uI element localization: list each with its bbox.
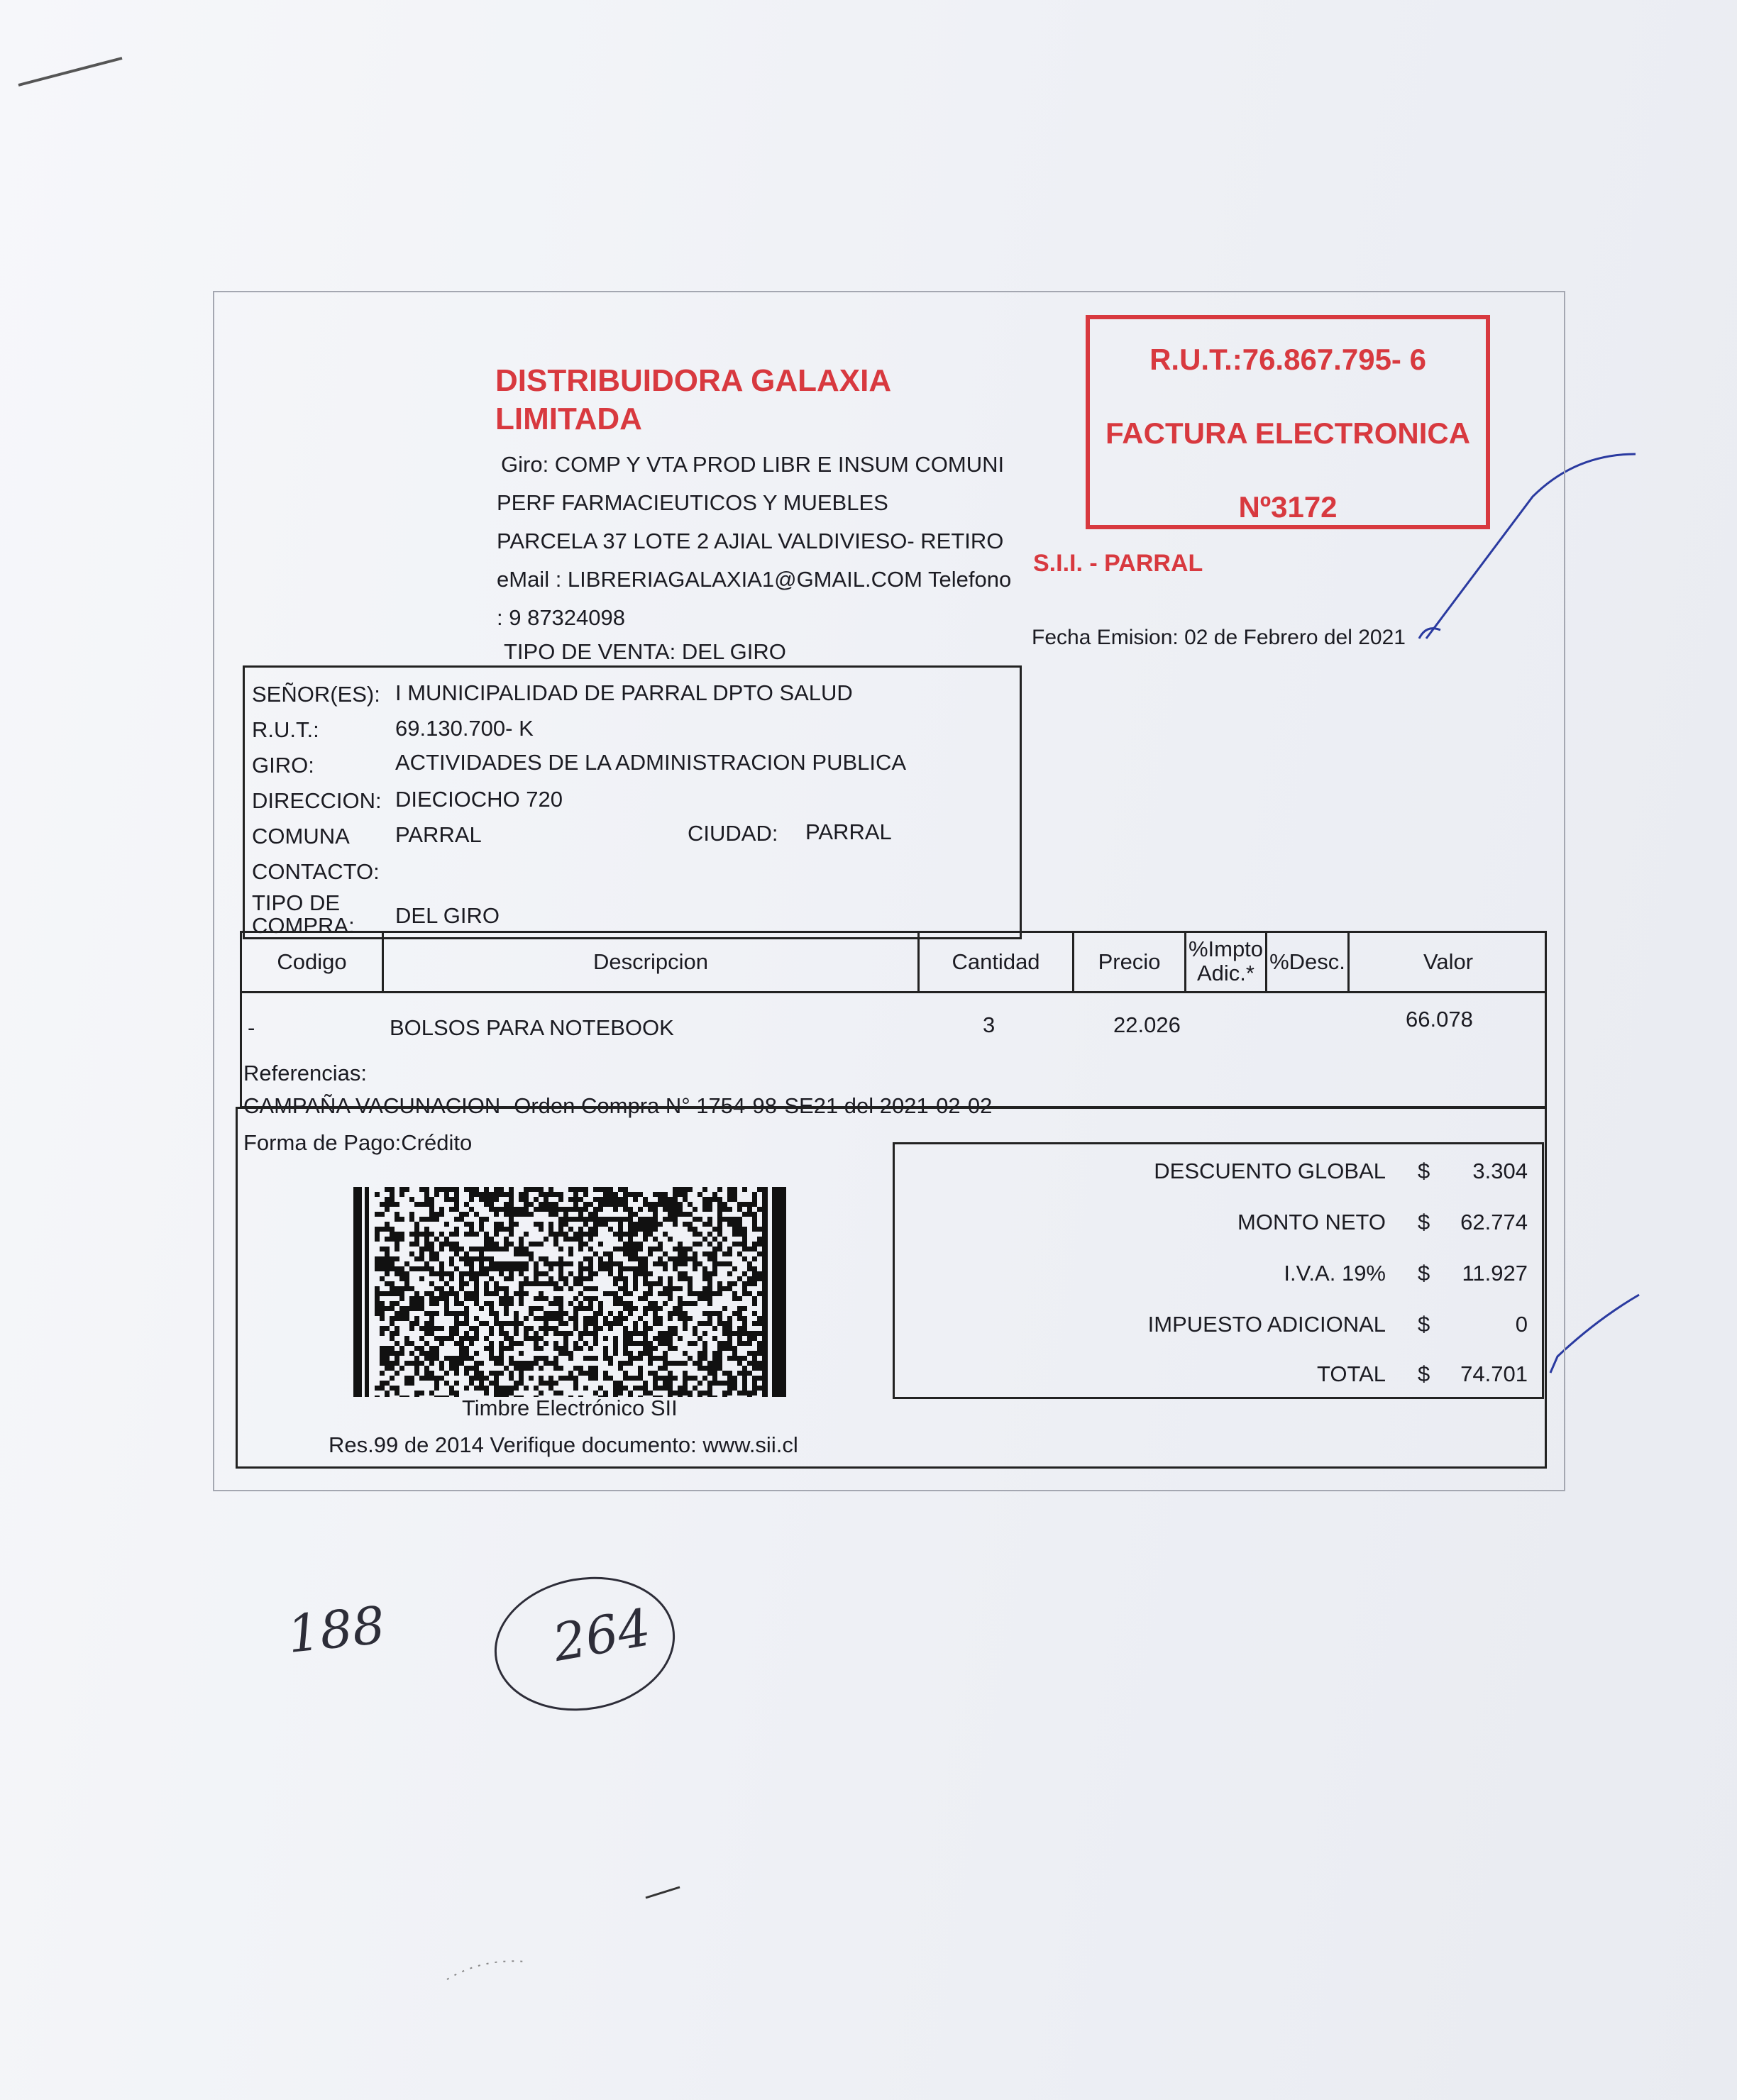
client-rut-value: 69.130.700- K	[395, 716, 534, 741]
totals-currency: $	[1418, 1312, 1430, 1337]
document-number: Nº3172	[1238, 490, 1338, 524]
fecha-emision: Fecha Emision: 02 de Febrero del 2021	[1032, 626, 1406, 649]
totals-currency: $	[1418, 1159, 1430, 1183]
items-table	[240, 931, 1547, 1118]
totals-value: 0	[1515, 1312, 1528, 1337]
issuer-address: PARCELA 37 LOTE 2 AJIAL VALDIVIESO- RETIRO	[497, 529, 1004, 553]
totals-row	[895, 1312, 1542, 1340]
stray-dots-mark	[447, 1961, 525, 1979]
client-rut-label: R.U.T.:	[252, 717, 319, 742]
issuer-name	[495, 362, 935, 438]
timbre-caption: Timbre Electrónico SII	[462, 1396, 678, 1420]
totals-currency: $	[1418, 1210, 1430, 1234]
timbre-verify: Res.99 de 2014 Verifique documento: www.sii.cl	[329, 1432, 798, 1457]
header-codigo: Codigo	[242, 933, 384, 991]
row-codigo: -	[248, 1015, 255, 1040]
header-valor: Valor	[1423, 949, 1474, 974]
client-tipo-compra-label-1: TIPO DE	[252, 890, 341, 915]
client-ciudad-label: CIUDAD:	[688, 821, 778, 846]
document-id-box	[1086, 315, 1490, 529]
totals-value: 62.774	[1460, 1210, 1528, 1234]
issuer-giro-line2: PERF FARMACIEUTICOS Y MUEBLES	[497, 490, 888, 515]
totals-value: 74.701	[1460, 1361, 1528, 1386]
issuer-contact-line1: eMail : LIBRERIAGALAXIA1@GMAIL.COM Telefono	[497, 567, 1012, 592]
row-cantidad: 3	[983, 1012, 996, 1037]
client-giro-label: GIRO:	[252, 753, 314, 778]
stray-line-mark	[18, 58, 122, 85]
totals-label: IMPUESTO ADICIONAL	[1147, 1312, 1386, 1337]
totals-label: I.V.A. 19%	[1284, 1261, 1386, 1286]
client-direccion-label: DIRECCION:	[252, 788, 382, 813]
payment-method: Forma de Pago:Crédito	[243, 1130, 473, 1155]
header-impto	[1186, 933, 1267, 991]
header-desc: %Desc.	[1267, 933, 1350, 991]
totals-box	[893, 1142, 1544, 1399]
row-valor: 66.078	[1406, 1007, 1473, 1032]
client-senor-label: SEÑOR(ES):	[252, 682, 380, 707]
totals-row	[895, 1261, 1542, 1289]
totals-currency: $	[1418, 1261, 1430, 1286]
timbre-barcode	[353, 1187, 786, 1397]
issuer-contact-line2: : 9 87324098	[497, 605, 626, 630]
totals-row	[895, 1361, 1542, 1390]
header-cantidad: Cantidad	[920, 933, 1074, 991]
client-comuna-value: PARRAL	[395, 822, 482, 847]
issuer-name-line1: DISTRIBUIDORA GALAXIA	[495, 363, 892, 398]
totals-row	[895, 1210, 1542, 1238]
client-giro-value: ACTIVIDADES DE LA ADMINISTRACION PUBLICA	[395, 750, 907, 775]
circled-note-text: 264	[548, 1597, 655, 1673]
client-senor-value: I MUNICIPALIDAD DE PARRAL DPTO SALUD	[395, 680, 853, 705]
tipo-venta: TIPO DE VENTA: DEL GIRO	[504, 639, 786, 664]
totals-label: TOTAL	[1316, 1361, 1386, 1386]
client-comuna-label: COMUNA	[252, 824, 350, 849]
stray-dash-mark	[646, 1887, 680, 1898]
header-descripcion: Descripcion	[384, 933, 920, 991]
document-type: FACTURA ELECTRONICA	[1105, 416, 1471, 450]
sii-office: S.I.I. - PARRAL	[1033, 550, 1203, 577]
references-label: Referencias:	[243, 1061, 368, 1085]
header-impto-line2: Adic.*	[1197, 961, 1254, 985]
issuer-giro-line1: Giro: COMP Y VTA PROD LIBR E INSUM COMUNI	[501, 452, 1005, 477]
header-divider	[242, 991, 1545, 993]
totals-currency: $	[1418, 1361, 1430, 1386]
client-box	[243, 665, 1022, 939]
row-precio: 22.026	[1113, 1012, 1181, 1037]
row-descripcion: BOLSOS PARA NOTEBOOK	[390, 1015, 674, 1040]
client-direccion-value: DIECIOCHO 720	[395, 787, 563, 812]
totals-value: 11.927	[1462, 1261, 1528, 1286]
header-impto-line1: %Impto	[1188, 936, 1264, 961]
references-text: CAMPAÑA VACUNACION- Orden Compra N° 1754-98-SE21 del 2021-02-02	[243, 1093, 993, 1118]
issuer-name-line2: LIMITADA	[495, 402, 642, 436]
totals-label: MONTO NETO	[1237, 1210, 1386, 1234]
totals-label: DESCUENTO GLOBAL	[1154, 1159, 1386, 1183]
client-ciudad-value: PARRAL	[805, 819, 892, 844]
client-contacto-label: CONTACTO:	[252, 859, 380, 884]
handwritten-note: 188	[284, 1595, 388, 1664]
client-tipo-compra-value: DEL GIRO	[395, 903, 500, 928]
totals-row	[895, 1159, 1542, 1187]
client-tipo-compra-label-2: COMPRA:	[252, 913, 355, 938]
totals-value: 3.304	[1472, 1159, 1528, 1183]
header-precio: Precio	[1074, 933, 1186, 991]
document-rut: R.U.T.:76.867.795- 6	[1149, 343, 1426, 376]
